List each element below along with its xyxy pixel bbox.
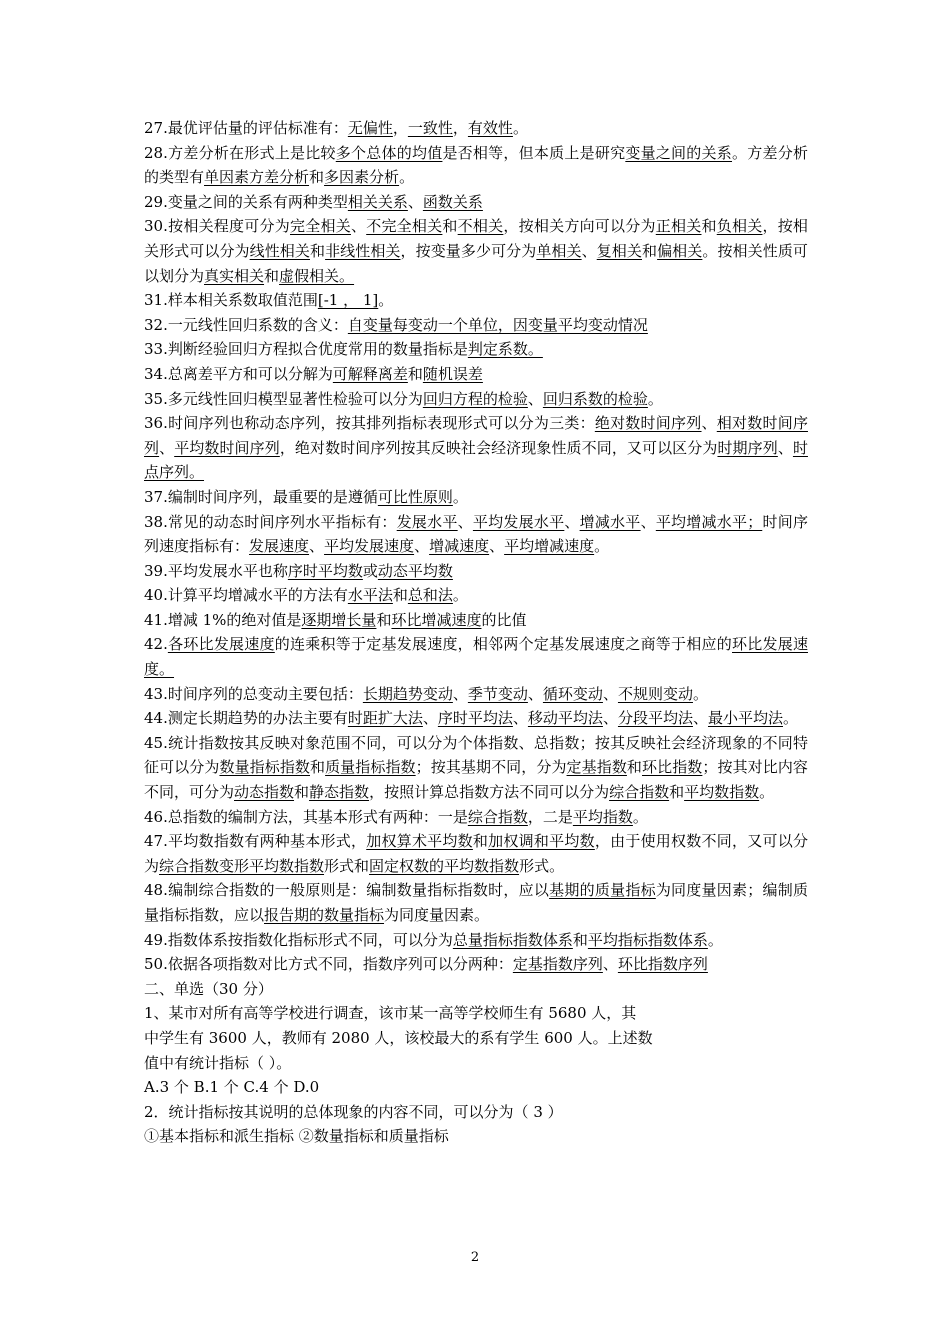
text-segment: 。 [783, 709, 799, 728]
text-segment: 43.时间序列的总变动主要包括： [144, 684, 363, 703]
text-segment: ，按照计算总指数方法不同可以分为 [369, 783, 610, 802]
underlined-answer: 总量指标指数体系 [452, 930, 573, 949]
paragraph [144, 1026, 808, 1051]
text-segment: 、 [777, 438, 793, 457]
text-segment: 。 [647, 389, 663, 408]
underlined-answer: 完全相关 [290, 217, 351, 236]
underlined-answer: 相关关系 [347, 192, 408, 211]
paragraph [144, 190, 808, 215]
text-segment: 。 [378, 291, 394, 310]
underlined-answer: 环比发展速度。 [144, 635, 808, 679]
text-segment: 。 [452, 586, 468, 605]
text-segment: 41.增减 1%的绝对值是 [144, 610, 302, 629]
text-segment: ，由于使用权数不同，又可以分为 [144, 832, 808, 875]
underlined-answer: [-1 ， 1] [317, 291, 379, 310]
text-segment: ，绝对数时间序列按其反映社会经济现象性质不同，又可以区分为 [279, 438, 718, 457]
text-segment: 。 [594, 537, 610, 556]
underlined-answer: 无偏性 [347, 119, 393, 137]
underlined-answer: 平均数指数 [684, 783, 760, 802]
underlined-answer: 变量之间的关系 [625, 143, 733, 162]
paragraph [144, 1100, 808, 1125]
underlined-answer: 自变量每变动一个单位，因变量平均变动情况 [347, 315, 648, 334]
text-segment: 30.按相关程度可分为 [144, 217, 290, 236]
underlined-answer: 加权调和平均数 [488, 832, 595, 851]
text-segment: 36.时间序列也称动态序列，按其排列指标表现形式可以分为三类： [144, 414, 595, 433]
text-segment: 、 [489, 537, 505, 556]
text-segment: 和 [294, 783, 310, 802]
text-segment: 33.判断经验回归方程拟合优度常用的数量指标是 [144, 340, 468, 359]
text-segment: 、 [581, 241, 597, 260]
underlined-answer: 平均发展水平 [472, 512, 565, 531]
underlined-answer: 环比指数序列 [617, 955, 708, 974]
text-segment: 、 [602, 955, 618, 974]
paragraph [144, 313, 808, 338]
underlined-answer: 单因素方差分析 [204, 168, 310, 187]
text-segment: 44.测定长期趋势的办法主要有 [144, 709, 348, 728]
underlined-answer: 综合指数 [609, 783, 670, 802]
underlined-answer: 真实相关 [204, 266, 265, 285]
underlined-answer: 回归系数的检验 [542, 389, 648, 408]
text-segment: 、 [512, 709, 528, 728]
underlined-answer: 可比性原则 [377, 487, 453, 506]
text-segment: 31.样本相关系数取值范围 [144, 291, 318, 310]
underlined-answer: 相对数时间序列 [144, 414, 808, 457]
text-segment: 、 [414, 537, 430, 556]
text-segment: 49.指数体系按指数化指标形式不同，可以分为 [144, 930, 453, 949]
text-segment: 、 [602, 684, 618, 703]
text-segment: 、 [407, 192, 423, 211]
text-segment: ①基本指标和派生指标 ②数量指标和质量指标 [144, 1127, 449, 1146]
text-segment: 37.编制时间序列，最重要的是遵循 [144, 487, 378, 506]
text-segment: 。 [452, 487, 468, 506]
paragraph [144, 485, 808, 510]
text-segment: 、 [527, 389, 543, 408]
text-segment: 、 [640, 512, 656, 531]
text-segment: 29.变量之间的关系有两种类型 [144, 192, 348, 211]
underlined-answer: 发展速度 [249, 537, 310, 556]
text-segment: 和 [626, 758, 643, 777]
text-segment: 或 [362, 561, 378, 580]
underlined-answer: 固定权数的平均数指数 [369, 856, 520, 875]
text-segment: 和 [442, 217, 458, 236]
underlined-answer: 循环变动 [542, 684, 603, 703]
underlined-answer: 时期序列 [717, 438, 778, 457]
underlined-answer: 虚假相关。 [279, 266, 355, 285]
document-body [144, 116, 808, 1149]
paragraph [144, 1124, 808, 1149]
underlined-answer: 定基指数序列 [512, 955, 603, 974]
underlined-answer: 移动平均法 [527, 709, 603, 728]
paragraph [144, 632, 808, 681]
text-segment: 、 [159, 438, 175, 457]
paragraph [144, 928, 808, 953]
text-segment: 和 [669, 783, 685, 802]
text-segment: 和 [309, 168, 325, 187]
underlined-answer: 综合指数变形平均数指数 [159, 856, 325, 875]
text-segment: 。 [759, 783, 775, 802]
text-segment: 。 [512, 119, 528, 137]
underlined-answer: 不相关 [457, 217, 504, 236]
text-segment: 为同度量因素。 [384, 906, 490, 924]
underlined-answer: 负相关 [716, 217, 763, 236]
underlined-answer: 定基指数 [566, 758, 627, 777]
underlined-answer: 加权算术平均数 [366, 832, 473, 851]
text-segment: ，按相关方向可以分为 [503, 217, 656, 236]
text-segment: 、 [602, 709, 618, 728]
underlined-answer: 综合指数 [467, 807, 528, 826]
underlined-answer: 随机误差 [422, 364, 483, 383]
text-segment: 32.一元线性回归系数的含义： [144, 315, 348, 334]
text-segment: 。方差分析的类型有 [144, 143, 808, 187]
underlined-answer: 时点序列。 [144, 438, 808, 482]
underlined-answer: 静态指数 [309, 783, 370, 802]
underlined-answer: 偏相关 [657, 241, 703, 260]
paragraph [144, 411, 808, 485]
underlined-answer: 环比指数 [642, 758, 703, 777]
underlined-answer: 总和法 [407, 586, 453, 605]
text-segment: 48.编制综合指数的一般原则是：编制数量指标指数时，应以 [144, 881, 550, 900]
underlined-answer: 序时平均法 [437, 709, 513, 728]
underlined-answer: 数量指标指数 [219, 758, 310, 777]
text-segment: 和 [310, 758, 326, 777]
text-segment: 时间序列速度指标有： [144, 512, 808, 556]
text-segment: ， [452, 119, 468, 137]
text-segment: 35.多元线性回归模型显著性检验可以分为 [144, 389, 423, 408]
text-segment: 、 [452, 684, 468, 703]
underlined-answer: 回归方程的检验 [422, 389, 528, 408]
underlined-answer: 非线性相关 [325, 241, 401, 260]
underlined-answer: 平均指标指数体系 [587, 930, 708, 949]
paragraph [144, 288, 808, 313]
text-segment: 34.总离差平方和可以分解为 [144, 364, 333, 383]
underlined-answer: 不规则变动 [617, 684, 693, 703]
paragraph [144, 1051, 808, 1076]
text-segment: 28.方差分析在形式上是比较 [144, 143, 336, 162]
paragraph [144, 141, 808, 190]
paragraph [144, 583, 808, 608]
underlined-answer: 水平法 [347, 586, 393, 605]
text-segment: 和 [572, 930, 588, 949]
text-segment: 、 [527, 684, 543, 703]
paragraph [144, 878, 808, 927]
underlined-answer: 多个总体的均值 [335, 143, 443, 162]
text-segment: 、 [692, 709, 708, 728]
paragraph [144, 682, 808, 707]
text-segment: 46.总指数的编制方法，其基本形式有两种：一是 [144, 807, 468, 826]
text-segment: 、 [564, 512, 580, 531]
underlined-answer: 季节变动 [467, 684, 528, 703]
underlined-answer: 平均数时间序列 [174, 438, 280, 457]
text-segment: 1、某市对所有高等学校进行调查，该市某一高等学校师生有 5680 人，其 [144, 1004, 637, 1023]
paragraph [144, 116, 808, 141]
underlined-answer: 增减水平 [579, 512, 641, 531]
text-segment: ，按变量多少可分为 [400, 241, 537, 260]
text-segment: 和 [472, 832, 489, 851]
text-segment: 。 [692, 684, 708, 703]
paragraph [144, 805, 808, 830]
text-segment: ， [392, 119, 408, 137]
text-segment: 45.统计指数按其反映对象范围不同，可以分为个体指数、总指数；按其反映社会经济现象的不同特征可以分为 [144, 733, 808, 777]
underlined-answer: 报告期的数量指标 [264, 906, 385, 924]
underlined-answer: 逐期增长量 [301, 610, 377, 629]
text-segment: 中学生有 3600 人，教师有 2080 人，该校最大的系有学生 600 人。上述数 [144, 1028, 653, 1047]
text-segment: 和 [392, 586, 408, 605]
text-segment: 39.平均发展水平也称 [144, 561, 288, 580]
underlined-answer: 序时平均数 [287, 561, 363, 580]
text-segment: 形式。 [519, 856, 565, 875]
text-segment: 和 [642, 241, 658, 260]
text-segment: 、 [457, 512, 473, 531]
underlined-answer: 平均增减水平； [655, 512, 763, 531]
paragraph [144, 706, 808, 731]
underlined-answer: 有效性 [467, 119, 513, 137]
underlined-answer: 质量指标指数 [325, 758, 416, 777]
text-segment: 47.平均数指数有两种基本形式， [144, 832, 367, 851]
paragraph [144, 731, 808, 805]
underlined-answer: 增减速度 [429, 537, 490, 556]
text-segment: 二、单选（30 分） [144, 979, 273, 998]
underlined-answer: 长期趋势变动 [362, 684, 453, 703]
text-segment: 的比值 [481, 610, 527, 629]
underlined-answer: 平均增减速度 [504, 537, 595, 556]
paragraph [144, 1001, 808, 1026]
text-segment: 、 [701, 414, 717, 433]
paragraph [144, 559, 808, 584]
text-segment: ；按其基期不同，分为 [415, 758, 567, 777]
underlined-answer: 动态指数 [234, 783, 295, 802]
underlined-answer: 平均指数 [572, 807, 633, 826]
underlined-answer: 平均发展速度 [324, 537, 415, 556]
text-segment: 38.常见的动态时间序列水平指标有： [144, 512, 397, 531]
text-segment: 和 [376, 610, 392, 629]
text-segment: 、 [309, 537, 325, 556]
underlined-answer: 可解释离差 [332, 364, 408, 383]
text-segment: 为同度量因素；编制质量指标指数，应以 [144, 881, 808, 924]
underlined-answer: 基期的质量指标 [549, 881, 656, 900]
underlined-answer: 最小平均法 [707, 709, 783, 728]
paragraph [144, 952, 808, 977]
paragraph [144, 977, 808, 1002]
text-segment: 、 [422, 709, 438, 728]
text-segment: 。 [632, 807, 648, 826]
underlined-answer: 时距扩大法 [347, 709, 423, 728]
underlined-answer: 多因素分析 [324, 168, 400, 187]
underlined-answer: 函数关系 [422, 192, 483, 211]
underlined-answer: 一致性 [407, 119, 453, 137]
text-segment: A.3 个 B.1 个 C.4 个 D.0 [144, 1078, 320, 1097]
paragraph [144, 608, 808, 633]
text-segment: 40.计算平均增减水平的方法有 [144, 586, 348, 605]
paragraph [144, 510, 808, 559]
text-segment: 。 [399, 168, 415, 187]
paragraph [144, 337, 808, 362]
text-segment: 值中有统计指标（ ）。 [144, 1053, 292, 1072]
text-segment: 和 [264, 266, 280, 285]
text-segment: 和 [701, 217, 717, 236]
underlined-answer: 单相关 [536, 241, 582, 260]
text-segment: 形式和 [324, 856, 370, 875]
underlined-answer: 各环比发展速度 [167, 635, 275, 654]
text-segment: 50.依据各项指数对比方式不同，指数序列可以分两种： [144, 955, 513, 974]
underlined-answer: 发展水平 [396, 512, 458, 531]
underlined-answer: 复相关 [596, 241, 642, 260]
underlined-answer: 判定系数。 [467, 340, 543, 359]
underlined-answer: 分段平均法 [617, 709, 693, 728]
paragraph [144, 829, 808, 878]
text-segment: 、 [350, 217, 367, 236]
text-segment: ，二是 [527, 807, 573, 826]
text-segment: 和 [309, 241, 326, 260]
text-segment: 。按相关性质可以划分为 [144, 241, 808, 285]
text-segment: 2．统计指标按其说明的总体现象的内容不同，可以分为（ 3 ） [144, 1102, 563, 1121]
underlined-answer: 动态平均数 [377, 561, 453, 580]
paragraph [144, 1075, 808, 1100]
underlined-answer: 不完全相关 [366, 217, 443, 236]
paragraph [144, 214, 808, 288]
text-segment: 42. [144, 635, 168, 654]
underlined-answer: 绝对数时间序列 [594, 414, 702, 433]
text-segment: 的连乘积等于定基发展速度，相邻两个定基发展速度之商等于相应的 [274, 635, 733, 654]
text-segment: 。 [707, 930, 723, 949]
text-segment: 27.最优评估量的评估标准有： [144, 119, 348, 137]
paragraph [144, 387, 808, 412]
underlined-answer: 线性相关 [249, 241, 310, 260]
text-segment: ，按相关形式可以分为 [144, 217, 808, 260]
text-segment: 和 [407, 364, 423, 383]
text-segment: ；按其对比内容不同，可分为 [144, 758, 808, 802]
paragraph [144, 362, 808, 387]
page-number: 2 [470, 1250, 480, 1265]
text-segment: 是否相等，但本质上是研究 [442, 143, 626, 162]
underlined-answer: 正相关 [655, 217, 702, 236]
underlined-answer: 环比增减速度 [391, 610, 482, 629]
